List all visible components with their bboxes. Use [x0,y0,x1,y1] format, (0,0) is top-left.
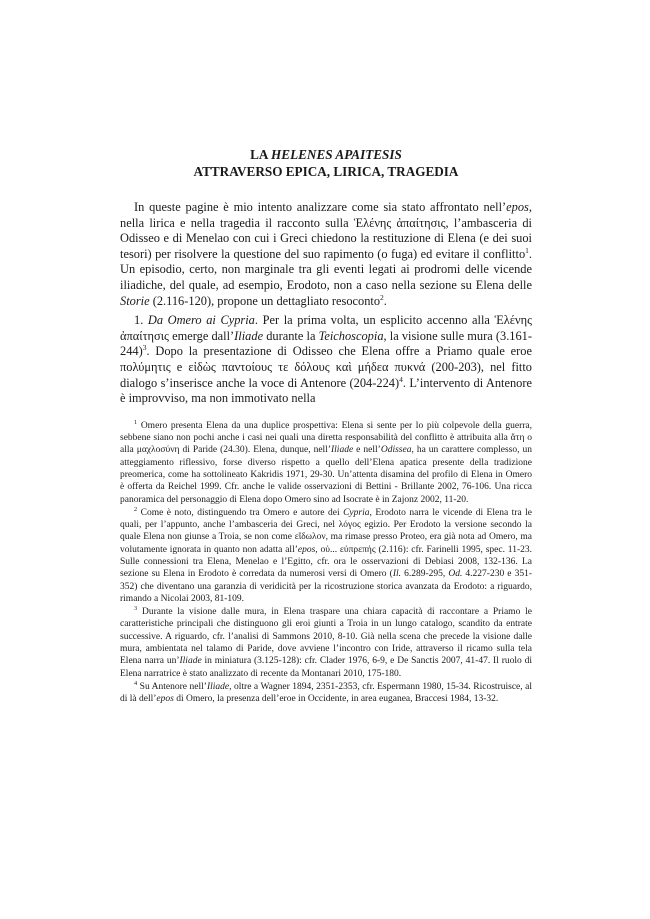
footnotes [120,420,532,706]
paragraph-section-1 [120,313,532,407]
text-run: . Dopo la presentazione di Odisseo che Elena offre a Priamo quale eroe πολύμητις e εἰδὼς παντοίους τε δόλους καὶ μήδεα πυκνά (200-203), nel fitto dialogo s’inserisce anche la voce di Antenore (204-224) [120,344,532,390]
footnote-fn4 [120,681,532,706]
italic-text: Da Omero ai Cypria [147,313,255,328]
text-run: . Un episodio, certo, non marginale tra gli eventi legati ai prodromi delle vicende iliadiche, del quale, ad esempio, Erodoto, non a caso nella sezione su Elena delle [120,246,532,292]
footnote-ref: 4 [134,679,138,687]
footnote-ref: 2 [134,505,138,513]
text-run: . Per la prima volta, un esplicito accenno alla Ἑλένης ἀπαίτησις emerge dall’ [120,313,532,343]
italic-text: Od. [448,569,463,580]
text-run: . L’intervento di Antenore è improvviso, ma non immotivato nella [120,375,532,406]
italic-text: Storie [120,293,150,308]
italic-text: Iliade [179,656,202,667]
paragraph-intro [120,200,532,309]
text-run: Omero presenta Elena da una duplice prospettiva: Elena si sente per lo più colpevole della guerra, sebbene siano non pochi anche i casi nei quali una diretta responsabilità del conflitto è attribuita alla ἄτη o alla μαχλοσύνη di Paride (24.30). Elena, dunque, nell’ [120,420,532,456]
text-run: e nell’ [353,445,381,456]
italic-text: epos [297,544,316,555]
text-run: 1. [134,313,148,328]
footnote-ref: 1 [134,418,138,426]
italic-text: Iliade [206,681,230,692]
footnote-ref: 3 [142,343,147,353]
footnote-fn1 [120,420,532,506]
text-run: , la visione sulle mura (3.161-244) [120,328,533,359]
italic-text: epos [156,694,174,705]
footnote-ref: 1 [525,245,529,255]
italic-text: Il. [392,569,401,580]
footnote-ref: 3 [134,605,138,613]
text-run: (2.116-120), propone un dettagliato resoconto [149,293,381,308]
text-run: , ha un carattere complesso, un atteggiamento riflessivo, forse diverso rispetto a quello dell’Elena apatica presente della tradizione preomerica, come ha sottolineato Kakridis 1971, 29-30. Un’attenta disamina del profilo di Elena in Omero è offerta da Reichel 1999. Cfr. anche le valide osservazioni di Bettini - Brillante 2002, 76-106. Una ricca panoramica del personaggio di Elena dopo Omero sino ad Isocrate è in Zajonz 2002, 11-20. [120,445,533,505]
body-text [120,200,532,407]
footnote-fn3 [120,606,532,680]
text-run: durante la [263,328,319,343]
text-run: , nella lirica e nella tragedia il racconto sulla Ἑλένης ἀπαίτησις, l’ambasceria di Odisseo e di Menelao con cui i Greci chiedono la restituzione di Elena (e dei suoi tesori) per risolvere la questione del suo rapimento (o fuga) ed evitare il conflitto [120,200,532,261]
text-run: di Omero, la presenza dell’eroe in Occidente, in area euganea, Braccesi 1984, 13-32. [173,694,499,705]
text-run: , Erodoto narra le vicende di Elena tra le quali, per l’appunto, anche l’ambasceria dei Greci, nel λόγος egizio. Per Erodoto la versione secondo la quale Elena non giunse a Troia, se non come εἴδωλον, ma rimase presso Proteo, era già nota ad Omero, ma volutamente ignorata in quanto non adatta all’ [120,507,533,555]
italic-text: Odissea [380,445,412,456]
text-run: Durante la visione dalle mura, in Elena traspare una chiara capacità di raccontare a Priamo le caratteristiche principali che distinguono gli eroi giunti a Troia in un lungo catalogo, scandito da entrate successive. A riguardo, cfr. l’analisi di Sammons 2010, 8-10. Già nella scena che precede la visione dalle mura, ambientata nel talamo di Paride, dove avviene l’incontro con Iride, attraverso il ricamo sulla tela Elena narra un’ [120,607,532,667]
title-italic: HELENES APAITESIS [271,147,402,162]
italic-text: Iliade [234,328,264,343]
italic-text: Cypria [343,507,370,518]
italic-text: epos [506,200,529,214]
italic-text: Teichoscopia [318,328,384,343]
article-title [120,146,532,180]
footnote-ref: 4 [399,374,403,384]
footnote-ref: 2 [380,292,384,302]
text-run: 4.227-230 e 351-352) che diventano una garanzia di veridicità per la ricostruzione storica avanzata da Erodoto: a riguardo, rimando a Nicolai 2003, 81-109. [120,569,532,604]
text-run: , οὐ... εὐπρεπής (2.116): cfr. Farinelli 1995, spec. 11-23. Sulle connessioni tra Elena, Menelao e l’Egitto, cfr. ora le osservazioni di Debiasi 2008, 132-136. La sezione su Elena in Erodoto è corredata da numerosi versi di Omero ( [120,544,532,580]
text-run: 6.289-295, [401,569,449,580]
italic-text: Iliade [331,445,354,456]
title-line-1: LA HELENES APAITESIS [250,147,402,162]
footnote-fn2 [120,507,532,605]
text-run: , oltre a Wagner 1894, 2351-2353, cfr. Espermann 1980, 15-34. Ricostruisce, al di là dell’ [120,681,532,705]
text-run: in miniatura (3.125-128): cfr. Clader 1976, 6-9, e De Sanctis 2007, 41-47. Il ruolo di Elena narratrice è stato analizzato di recente da Montanari 2010, 175-180. [120,656,532,679]
text-run: . [383,293,387,308]
page [120,146,532,706]
text-run: Come è noto, distinguendo tra Omero e autore dei [137,507,344,518]
title-line-2: ATTRAVERSO EPICA, LIRICA, TRAGEDIA [193,164,459,179]
text-run: Su Antenore nell’ [137,681,207,692]
text-run: In queste pagine è mio intento analizzare come sia stato affrontato nell’ [134,200,507,214]
